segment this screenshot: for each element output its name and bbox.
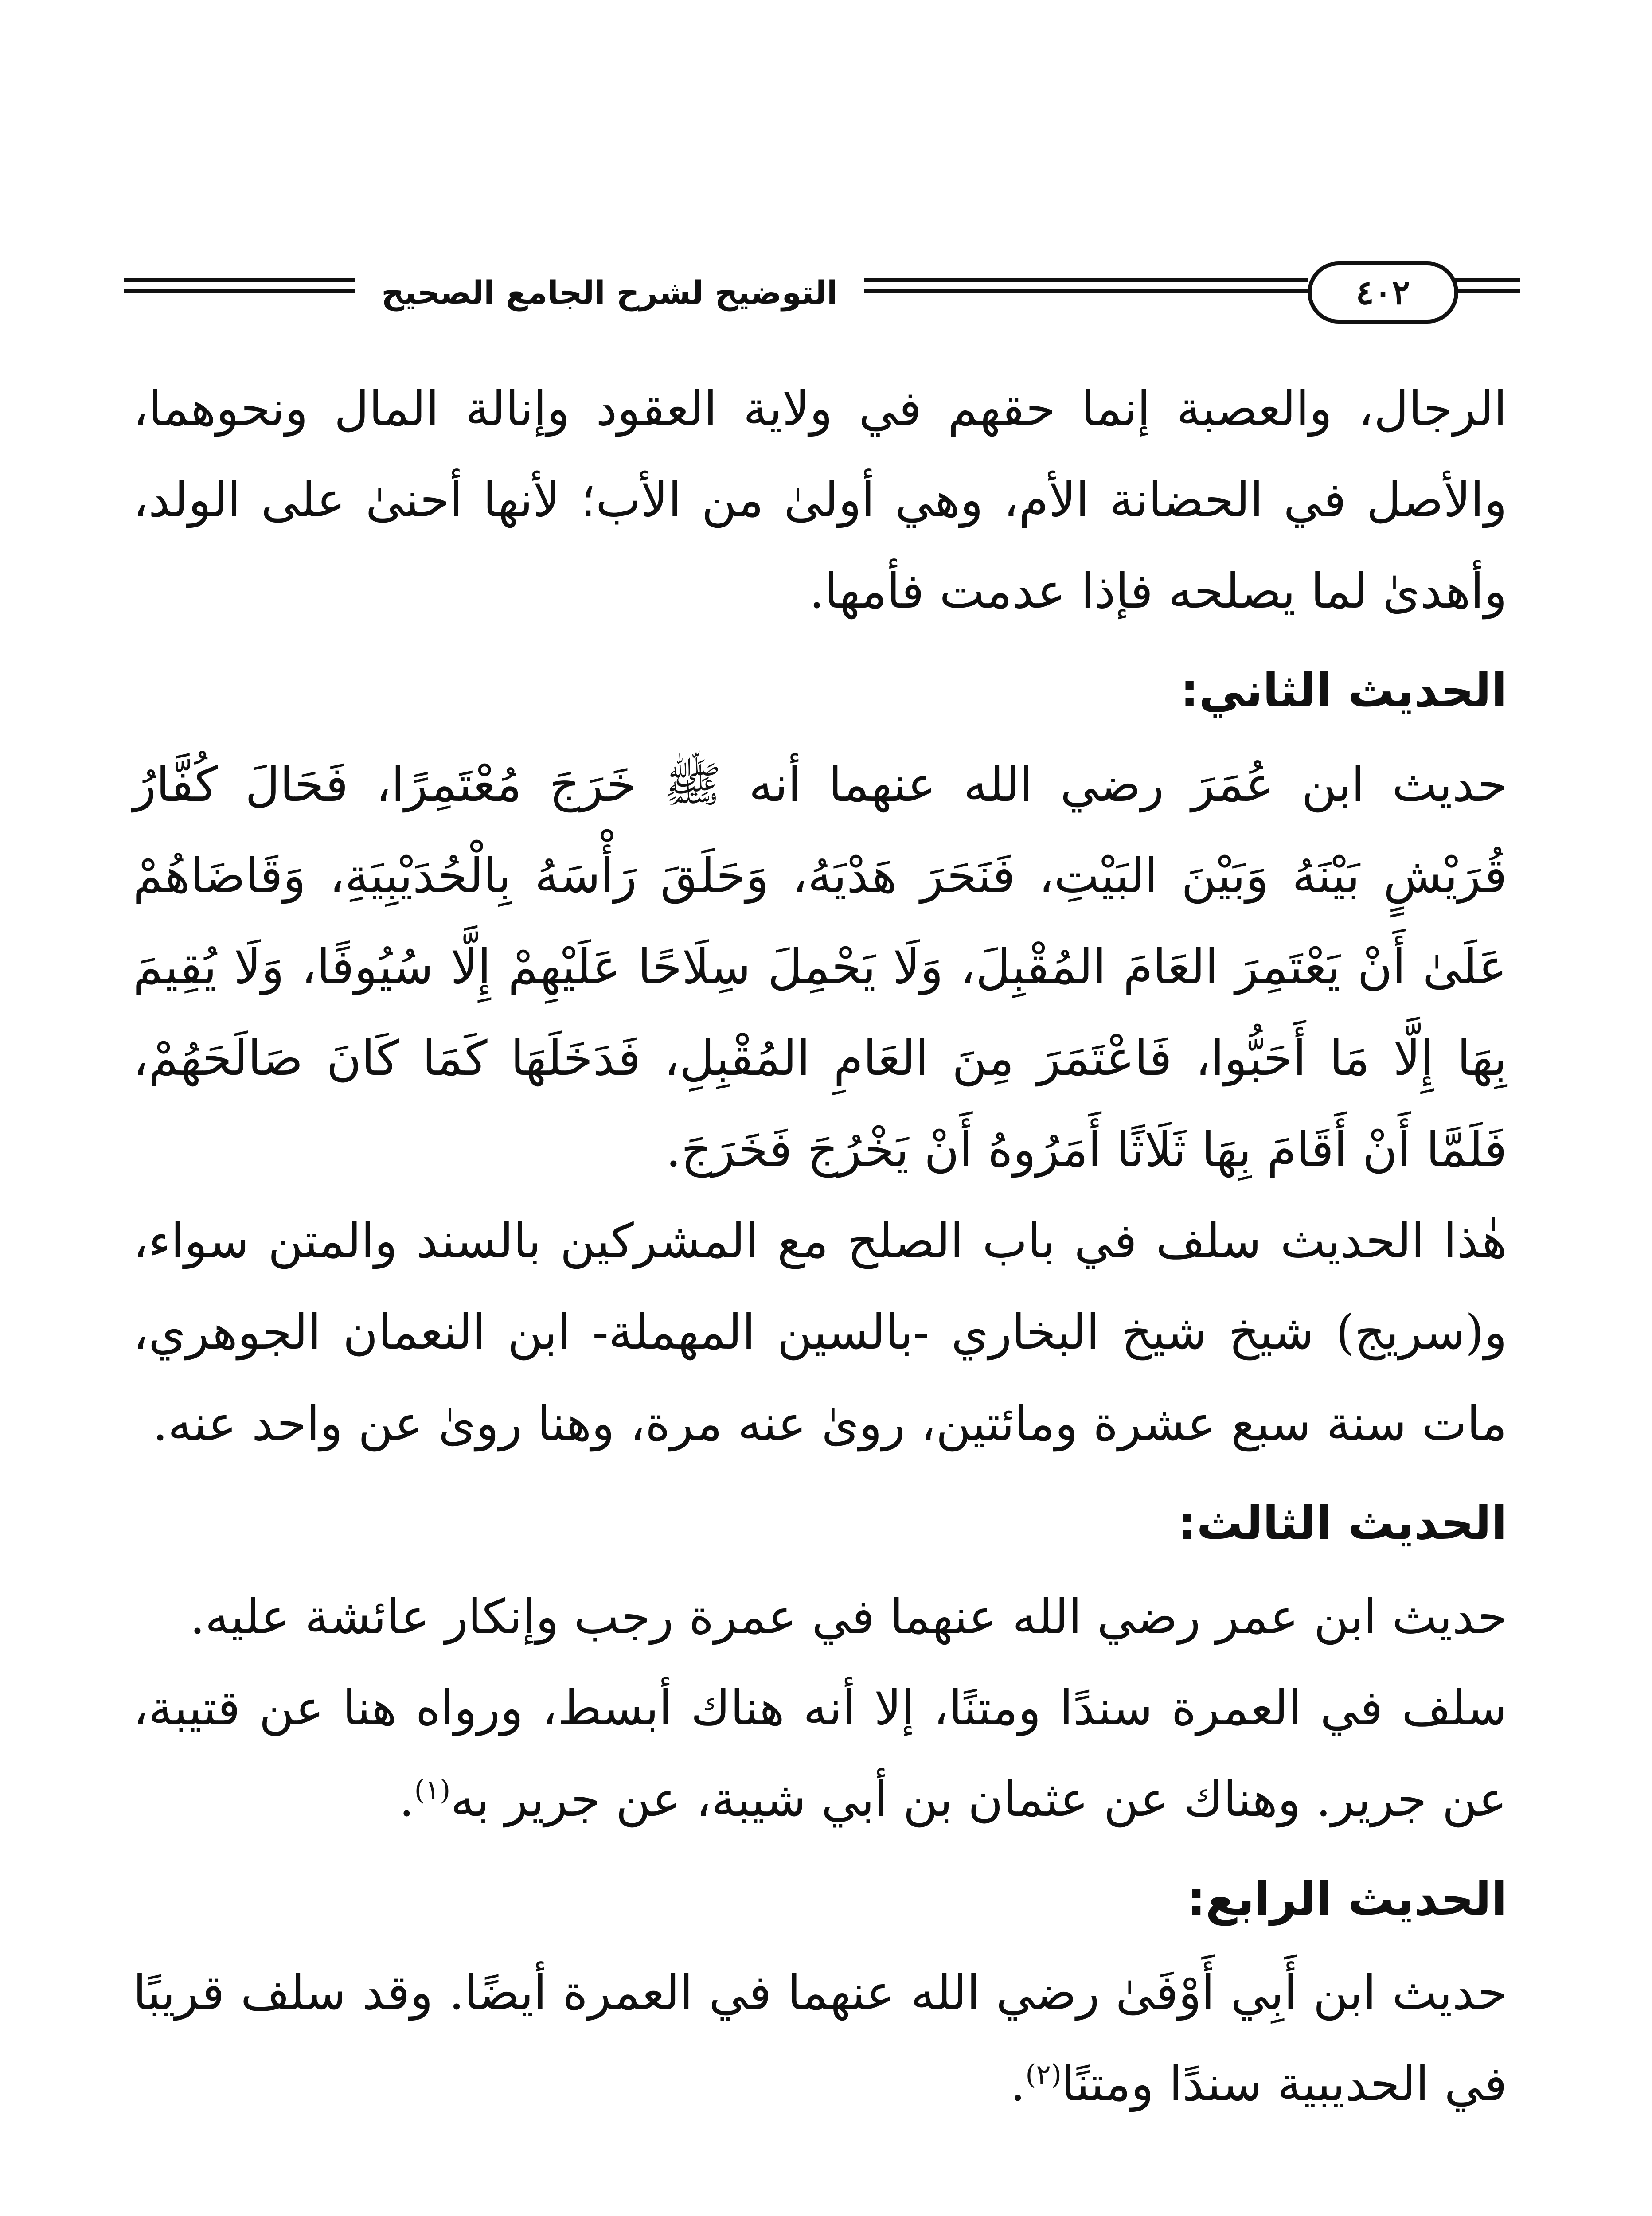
paragraph: هٰذا الحديث سلف في باب الصلح مع المشركين بالسند والمتن سواء، و(سريج) شيخ شيخ البخاري -بالسين المهملة- ابن النعمان الجوهري، مات سنة سبع عشرة ومائتين، روىٰ عنه مرة، وهنا روىٰ عن واحد عنه. (133, 1213, 1507, 1451)
page-header (124, 248, 1516, 337)
paragraph-text: حديث ابن أَبِي أَوْفَىٰ رضي الله عنهما في العمرة أيضًا. وقد سلف قريبًا في الحديبية سندًا ومتنًا (133, 1965, 1507, 2112)
footnote-reference[interactable]: (٢) (1025, 2058, 1062, 2091)
header-rule-left (124, 278, 355, 293)
main-text (133, 363, 1507, 2130)
section-heading: الحديث الثاني: (1180, 663, 1507, 718)
hadith-text: حديث ابن عُمَرَ رضي الله عنهما أنه ﷺ خَرَجَ مُعْتَمِرًا، فَحَالَ كُفَّارُ قُرَيْشٍ بَيْنَهُ وَبَيْنَ البَيْتِ، فَنَحَرَ هَدْيَهُ، وَحَلَقَ رَأْسَهُ بِالْحُدَيْبِيَةِ، وَقَاضَاهُمْ عَلَىٰ أَنْ يَعْتَمِرَ العَامَ المُقْبِلَ، وَلَا يَحْمِلَ سِلَاحًا عَلَيْهِمْ إِلَّا سُيُوفًا، وَلَا يُقِيمَ بِهَا إِلَّا مَا أَحَبُّوا، فَاعْتَمَرَ مِنَ العَامِ المُقْبِلِ، فَدَخَلَهَا كَمَا كَانَ صَالَحَهُمْ، فَلَمَّا أَنْ أَقَامَ بِهَا ثَلَاثًا أَمَرُوهُ أَنْ يَخْرُجَ فَخَرَجَ. (133, 757, 1507, 1178)
paragraph-text: سلف في العمرة سندًا ومتنًا، إلا أنه هناك أبسط، ورواه هنا عن قتيبة، عن جرير. وهناك عن عثمان بن أبي شيبة، عن جرير به (133, 1681, 1507, 1827)
paragraph: حديث ابن عمر رضي الله عنهما في عمرة رجب وإنكار عائشة عليه. (190, 1589, 1507, 1645)
paragraph-end: . (1010, 2056, 1026, 2112)
header-rule-middle (864, 278, 1308, 293)
paragraph-end: . (399, 1772, 414, 1827)
book-title: التوضيح لشرح الجامع الصحيح (381, 274, 838, 311)
paragraph (133, 1663, 1507, 1845)
footnote-reference[interactable]: (١) (414, 1774, 451, 1806)
section-heading: الحديث الرابع: (1187, 1872, 1507, 1926)
page-number-badge: ٤٠٢ (1308, 261, 1458, 324)
paragraph (133, 1947, 1507, 2130)
paragraph: الرجال، والعصبة إنما حقهم في ولاية العقود وإنالة المال ونحوهما، والأصل في الحضانة الأم، وهي أولىٰ من الأب؛ لأنها أحنىٰ على الولد، وأهدىٰ لما يصلحه فإذا عدمت فأمها. (133, 381, 1507, 619)
header-rule-right (1454, 278, 1520, 293)
section-heading: الحديث الثالث: (1178, 1496, 1507, 1550)
